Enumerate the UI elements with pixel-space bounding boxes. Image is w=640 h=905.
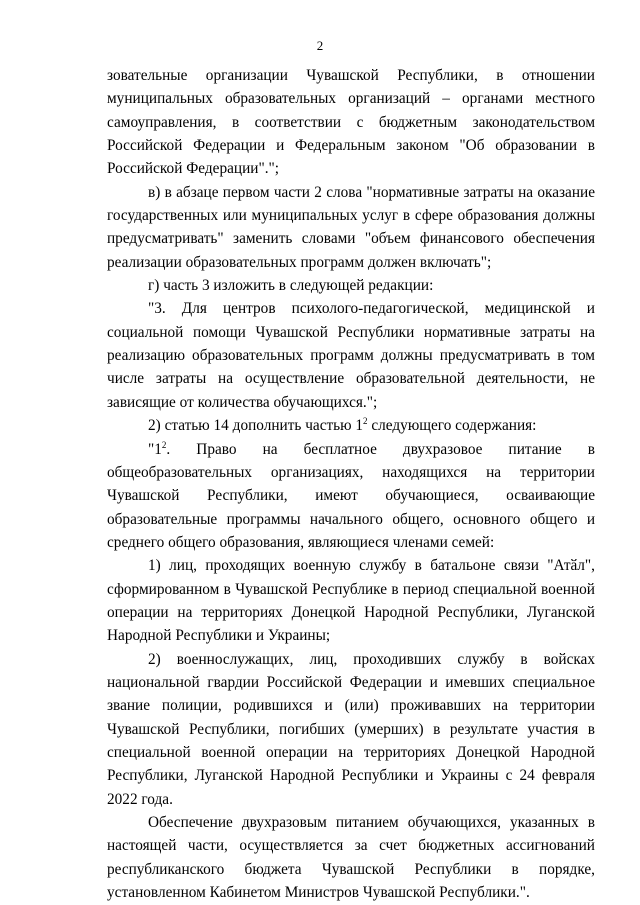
paragraph-item-v: в) в абзаце первом части 2 слова "нормативные затраты на оказание государственных или муниципальных услуг в сфере образования должны предусматривать" заменить словами "объем финансового обеспечения реализации образовательных программ должен включать"; — [107, 183, 595, 271]
paragraph-sub-1: 1) лиц, проходящих военную службу в батальоне связи "Атӑл", сформированном в Чувашской Республике в период специальной военной операции на территориях Донецкой Народной Республики, Луганской Народной Республики и Украины; — [107, 557, 595, 645]
paragraph-part-1-2-suffix: . Право на бесплатное двухразовое питание в общеобразовательных организациях, находящихся на территории Чувашской Республики, имеют обучающиеся, осваивающие образовательные программы начального общего, основного общего и среднего общего образования, являющиеся членами семей: — [107, 440, 595, 551]
paragraph-continuation: зовательные организации Чувашской Республики, в отношении муниципальных образовательных организаций – органами местного самоуправления, в соответствии с бюджетным законодательством Российской Федерации и Федеральным законом "Об образовании в Российской Федерации"."; — [107, 67, 595, 178]
paragraph-sub-2: 2) военнослужащих, лиц, проходивших службу в войсках национальной гвардии Российской Федерации и имевших специальное звание полиции, родившихся и (или) проживавших на территории Чувашской Республики, погибших (умерших) в результате участия в специальной военной операции на территориях Донецкой Народной Республики, Луганской Народной Республики и Украины с 24 февраля 2022 года. — [107, 650, 595, 808]
paragraph-part-1-2-prefix: "1 — [148, 440, 162, 458]
paragraph-provision: Обеспечение двухразовым питанием обучающихся, указанных в настоящей части, осуществляется за счет бюджетных ассигнований республиканского бюджета Чувашской Республики в порядке, установленном Кабинетом Министров Чувашской Республики.". — [107, 814, 595, 902]
superscript: 2 — [161, 439, 167, 450]
paragraph-part-3-text: "3. Для центров психолого-педагогической, медицинской и социальной помощи Чувашской Республики нормативные затраты на реализацию образовательных программ должны предусматривать в том числе затраты на осуществление образовательной деятельности, не зависящие от количества обучающихся."; — [107, 300, 595, 411]
paragraph-part-1-2 — [107, 438, 595, 555]
document-body — [107, 64, 595, 904]
superscript: 2 — [363, 416, 368, 427]
paragraph-item-g: г) часть 3 изложить в следующей редакции: — [148, 277, 434, 295]
paragraph-item-2 — [107, 414, 595, 437]
paragraph-item-2-suffix: следующего содержания: — [367, 417, 537, 435]
page-number: 2 — [316, 38, 324, 53]
paragraph-item-2-prefix: 2) статью 14 дополнить частью 1 — [148, 417, 364, 435]
